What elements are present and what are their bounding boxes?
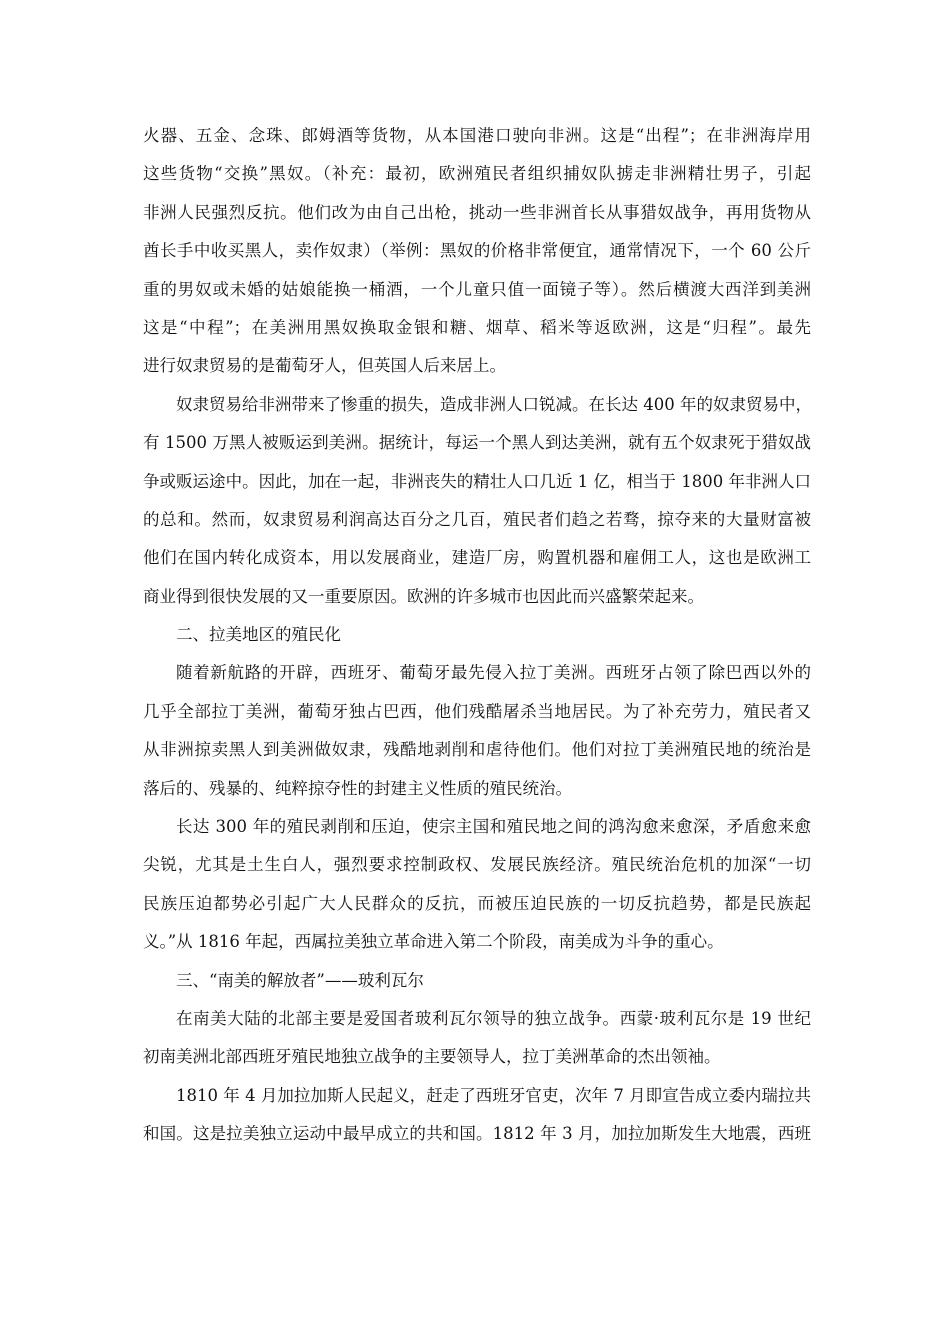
- text-line: 这些货物“交换”黑奴。（补充：最初，欧洲殖民者组织捕奴队掳走非洲精壮男子，引起: [143, 164, 811, 184]
- text-line: 争或贩运途中。因此，加在一起，非洲丧失的精壮人口几近 1 亿，相当于 1800 年非洲人口: [143, 471, 811, 491]
- text-line: 民族压迫都势必引起广大人民群众的反抗，而被压迫民族的一切反抗趋势，都是民族起: [143, 893, 811, 913]
- paragraph: [143, 386, 811, 616]
- text-line: 进行奴隶贸易的是葡萄牙人，但英国人后来居上。: [143, 356, 506, 376]
- text-line: 火器、五金、念珠、郎姆酒等货物，从本国港口驶向非洲。这是“出程”；在非洲海岸用: [143, 126, 811, 145]
- paragraph: [143, 117, 811, 386]
- text-line: 重的男奴或未婚的姑娘能换一桶酒，一个儿童只值一面镜子等）。然后横渡大西洋到美洲: [143, 279, 811, 299]
- text-line: 初南美洲北部西班牙殖民地独立战争的主要领导人，拉丁美洲革命的杰出领袖。: [143, 1047, 721, 1067]
- text-line: 酋长手中收买黑人，卖作奴隶）（举例：黑奴的价格非常便宜，通常情况下，一个 60 公斤: [143, 241, 811, 261]
- text-line: 这是“中程”；在美洲用黑奴换取金银和糖、烟草、稻米等返欧洲，这是“归程”。最先: [143, 317, 811, 337]
- text-line: 几乎全部拉丁美洲，葡萄牙独占巴西，他们残酷屠杀当地居民。为了补充劳力，殖民者又: [143, 701, 811, 721]
- paragraph: [143, 808, 811, 962]
- section-heading: 三、“南美的解放者”——玻利瓦尔: [176, 970, 424, 990]
- text-line: 义。”从 1816 年起，西属拉美独立革命进入第二个阶段，南美成为斗争的重心。: [143, 932, 724, 952]
- paragraph: [143, 1000, 811, 1077]
- text-line: 他们在国内转化成资本，用以发展商业，建造厂房，购置机器和雇佣工人，这也是欧洲工: [143, 548, 811, 568]
- text-line: 随着新航路的开辟，西班牙、葡萄牙最先侵入拉丁美洲。西班牙占领了除巴西以外的: [176, 663, 811, 683]
- text-line: 有 1500 万黑人被贩运到美洲。据统计，每运一个黑人到达美洲，就有五个奴隶死于猎奴战: [143, 433, 811, 453]
- text-line: 尖锐，尤其是土生白人，强烈要求控制政权、发展民族经济。殖民统治危机的加深“一切: [143, 855, 811, 875]
- text-line: 长达 300 年的殖民剥削和压迫，使宗主国和殖民地之间的鸿沟愈来愈深，矛盾愈来愈: [176, 817, 811, 837]
- text-line: 落后的、残暴的、纯粹掠夺性的封建主义性质的殖民统治。: [143, 778, 572, 798]
- section-heading: 二、拉美地区的殖民化: [176, 625, 341, 645]
- text-line: 从非洲掠卖黑人到美洲做奴隶，残酷地剥削和虐待他们。他们对拉丁美洲殖民地的统治是: [143, 740, 811, 760]
- document-page: [143, 117, 811, 1154]
- text-line: 的总和。然而，奴隶贸易利润高达百分之几百，殖民者们趋之若骛，掠夺来的大量财富被: [143, 509, 811, 529]
- text-line: 非洲人民强烈反抗。他们改为由自己出枪，挑动一些非洲首长从事猎奴战争，再用货物从: [143, 202, 811, 222]
- paragraph: [143, 654, 811, 808]
- text-line: 商业得到很快发展的又一重要原因。欧洲的许多城市也因此而兴盛繁荣起来。: [143, 586, 704, 606]
- text-line: 在南美大陆的北部主要是爱国者玻利瓦尔领导的独立战争。西蒙·玻利瓦尔是 19 世纪: [176, 1008, 811, 1028]
- paragraph: [143, 1077, 811, 1154]
- text-line: 和国。这是拉美独立运动中最早成立的共和国。1812 年 3 月，加拉加斯发生大地震，西班: [143, 1124, 811, 1144]
- text-line: 奴隶贸易给非洲带来了惨重的损失，造成非洲人口锐减。在长达 400 年的奴隶贸易中，: [176, 394, 812, 414]
- text-line: 1810 年 4 月加拉加斯人民起义，赶走了西班牙官吏，次年 7 月即宣告成立委内瑞拉共: [176, 1085, 811, 1105]
